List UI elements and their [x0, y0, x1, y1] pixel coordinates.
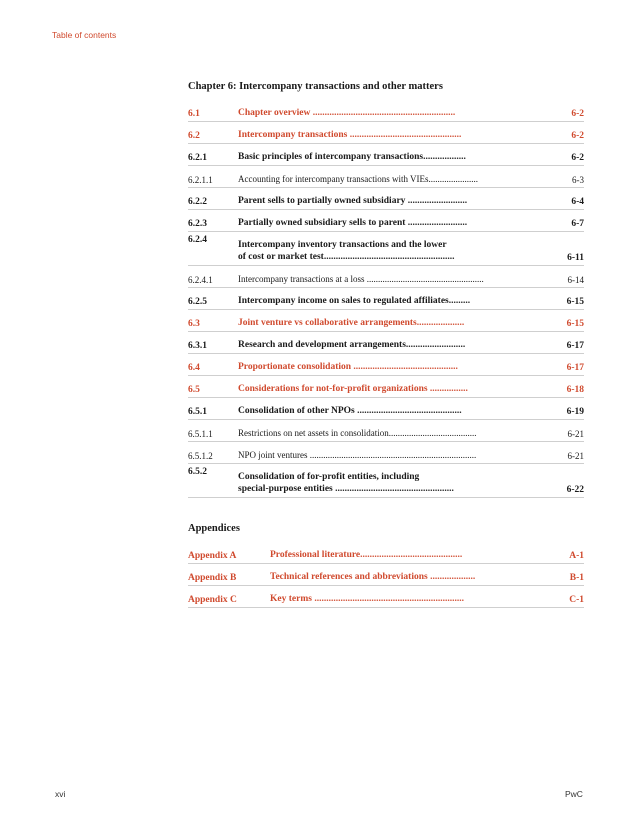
entry-title: Restrictions on net assets in consolidation....................................... — [238, 428, 477, 438]
entry-number: 6.4 — [188, 363, 200, 373]
entry-page: 6-17 — [566, 363, 584, 373]
entry-title: Parent sells to partially owned subsidiary ......................... — [238, 196, 468, 206]
entry-number: 6.5.1.1 — [188, 429, 213, 439]
toc-appendix-b[interactable] — [188, 564, 584, 586]
toc-entry-6-5-1-2[interactable] — [188, 442, 584, 464]
entry-title: Joint venture vs collaborative arrangements.................... — [238, 318, 465, 328]
running-header: Table of contents — [52, 30, 117, 40]
entry-title: Proportionate consolidation ............................................ — [238, 362, 458, 372]
appendix-label: Appendix A — [188, 551, 237, 561]
entry-title-line-2: of cost or market test....................................................... — [238, 252, 455, 262]
toc-entry-6-2[interactable] — [188, 122, 584, 144]
entry-page: 6-19 — [566, 407, 584, 417]
chapter-title: Chapter 6: Intercompany transactions and other matters — [188, 81, 443, 92]
toc-entry-6-4[interactable] — [188, 354, 584, 376]
entry-title: Partially owned subsidiary sells to parent ......................... — [238, 218, 468, 228]
toc-entry-6-2-2[interactable] — [188, 188, 584, 210]
entry-title: Intercompany income on sales to regulated affiliates......... — [238, 296, 471, 306]
entry-page: 6-2 — [571, 153, 584, 163]
entry-number: 6.5 — [188, 385, 200, 395]
entry-page: 6-18 — [566, 385, 584, 395]
entry-page: 6-15 — [566, 297, 584, 307]
entry-number: 6.2.2 — [188, 197, 207, 207]
appendices-heading: Appendices — [188, 523, 240, 534]
entry-number: 6.5.1 — [188, 407, 207, 417]
entry-number: 6.2.1 — [188, 153, 207, 163]
entry-page: 6-21 — [567, 451, 584, 461]
entry-page: 6-15 — [566, 319, 584, 329]
toc-appendix-c[interactable] — [188, 586, 584, 608]
toc-entry-6-5-1-1[interactable] — [188, 420, 584, 442]
toc-entry-6-5-2[interactable] — [188, 464, 584, 498]
entry-page: 6-21 — [567, 429, 584, 439]
entry-title: Intercompany transactions at a loss .................................................... — [238, 274, 484, 284]
toc-entry-6-3-1[interactable] — [188, 332, 584, 354]
entry-page: 6-2 — [571, 109, 584, 119]
entry-number: 6.2 — [188, 131, 200, 141]
appendix-title: Professional literature........................................... — [270, 550, 463, 560]
page-number: xvi — [55, 789, 66, 799]
entry-number: 6.2.1.1 — [188, 175, 213, 185]
entry-number: 6.2.3 — [188, 219, 207, 229]
entry-number: 6.5.1.2 — [188, 451, 213, 461]
appendix-page: B-1 — [569, 573, 584, 583]
toc-entry-6-2-5[interactable] — [188, 288, 584, 310]
toc-appendix-a[interactable] — [188, 542, 584, 564]
appendix-title: Technical references and abbreviations ................... — [270, 572, 476, 582]
entry-title — [238, 239, 550, 263]
entry-page: 6-3 — [572, 175, 584, 185]
toc-entry-6-5[interactable] — [188, 376, 584, 398]
entry-number: 6.2.4 — [188, 235, 207, 245]
toc-entry-6-2-1-1[interactable] — [188, 166, 584, 188]
entry-title: Consolidation of other NPOs ............................................ — [238, 406, 462, 416]
entry-page: 6-17 — [566, 341, 584, 351]
entry-page: 6-7 — [571, 219, 584, 229]
toc-entry-6-2-4-1[interactable] — [188, 266, 584, 288]
appendix-label: Appendix C — [188, 595, 237, 605]
table-of-contents — [188, 78, 584, 608]
entry-number: 6.5.2 — [188, 467, 207, 477]
entry-title: Basic principles of intercompany transactions.................. — [238, 152, 466, 162]
entry-number: 6.2.4.1 — [188, 275, 213, 285]
entry-title: Intercompany transactions ............................................... — [238, 130, 462, 140]
toc-entry-6-2-1[interactable] — [188, 144, 584, 166]
toc-entry-6-1[interactable] — [188, 100, 584, 122]
brand-label: PwC — [565, 789, 583, 799]
entry-title: Chapter overview ............................................................ — [238, 108, 456, 118]
entry-page: 6-11 — [567, 253, 584, 263]
entry-title: Research and development arrangements......................... — [238, 340, 466, 350]
toc-entry-6-5-1[interactable] — [188, 398, 584, 420]
toc-entry-6-2-4[interactable] — [188, 232, 584, 266]
entry-page: 6-14 — [567, 275, 584, 285]
entry-title-line-1: Intercompany inventory transactions and the lower — [238, 240, 447, 250]
entry-number: 6.3.1 — [188, 341, 207, 351]
entry-number: 6.1 — [188, 109, 200, 119]
entry-title: Accounting for intercompany transactions with VIEs...................... — [238, 174, 479, 184]
entry-title: NPO joint ventures .......................................................................... — [238, 450, 477, 460]
entry-title: Considerations for not-for-profit organizations ................ — [238, 384, 468, 394]
entry-title-line-2: special-purpose entities .................................................. — [238, 484, 454, 494]
toc-entry-6-3[interactable] — [188, 310, 584, 332]
appendix-page: A-1 — [569, 551, 584, 561]
entry-number: 6.3 — [188, 319, 200, 329]
appendix-page: C-1 — [569, 595, 584, 605]
entry-number: 6.2.5 — [188, 297, 207, 307]
toc-entry-6-2-3[interactable] — [188, 210, 584, 232]
entry-title-line-1: Consolidation of for-profit entities, including — [238, 472, 420, 482]
entry-page: 6-4 — [571, 197, 584, 207]
entry-page: 6-22 — [566, 485, 584, 495]
appendix-title: Key terms ............................................................... — [270, 594, 464, 604]
entry-title — [238, 471, 550, 495]
entry-page: 6-2 — [571, 131, 584, 141]
appendix-label: Appendix B — [188, 573, 237, 583]
